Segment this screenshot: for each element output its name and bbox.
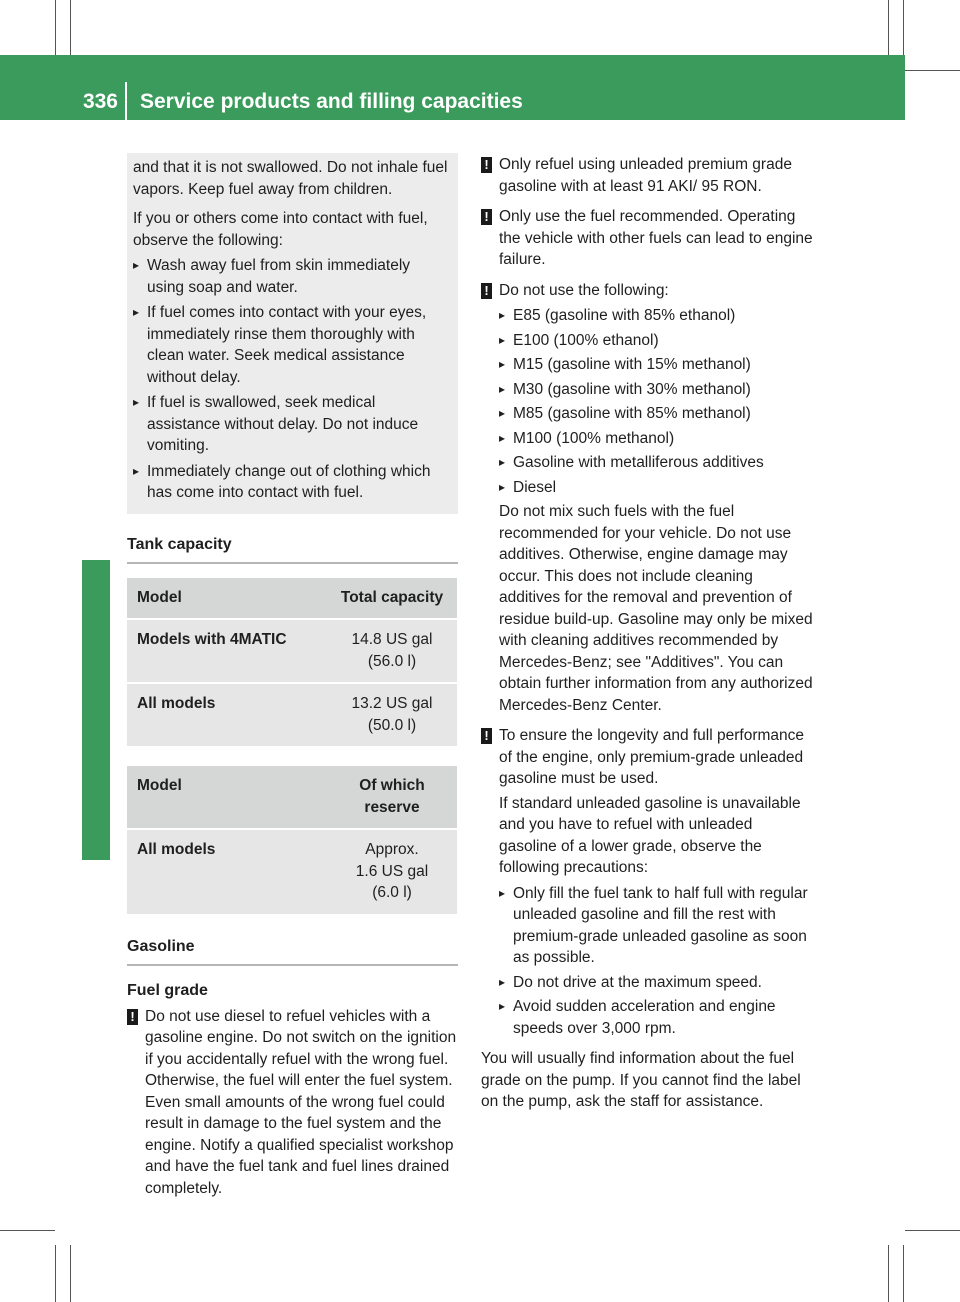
table-header-row [127, 578, 457, 620]
capacity-us: 13.2 US gal [351, 695, 433, 712]
caution-text: Do not use diesel to refuel vehicles with a gasoline engine. Do not switch on the ignition if you accidentally refuel with the wrong fuel. Otherwise, the fuel will enter the fuel system. Even small amounts of the wrong fuel could result in damage to the fuel system and the engine. Notify a qualified specialist workshop and have the fuel tank and fuel lines drained completely. [145, 1007, 457, 1197]
precautions-list [495, 883, 814, 1040]
reserve-table [127, 766, 457, 916]
list-item: ▸ M100 (100% methanol) [499, 428, 814, 450]
crop-mark [0, 1230, 55, 1231]
reserve-approx: Approx. [365, 841, 419, 858]
exclamation-icon: ! [481, 209, 492, 225]
exclamation-icon: ! [127, 1009, 138, 1025]
crop-mark [903, 1245, 904, 1302]
exclamation-icon: ! [481, 283, 492, 299]
table-row [127, 619, 457, 683]
right-column [481, 154, 814, 1113]
crop-mark [903, 0, 904, 55]
caution-note [481, 280, 814, 717]
caution-note [481, 206, 814, 271]
caution-note [481, 154, 814, 197]
page-number: 336 [82, 90, 118, 113]
list-item: ▸ If fuel is swallowed, seek medical assistance without delay. Do not induce vomiting. [133, 392, 448, 457]
crop-mark [888, 0, 889, 55]
subheading-fuel-grade: Fuel grade [127, 981, 208, 999]
table-cell: Models with 4MATIC [127, 619, 327, 683]
capacity-us: 14.8 US gal [351, 631, 433, 648]
list-item: ▸ If fuel comes into contact with your eyes, immediately rinse them thoroughly with clean water. Seek medical assistance without delay. [133, 302, 448, 388]
table-cell [327, 619, 457, 683]
list-item: ▸ Gasoline with metalliferous additives [499, 452, 814, 474]
caution-text: Do not use the following: [499, 281, 669, 299]
table-header-row [127, 766, 457, 829]
list-item: ▸ Do not drive at the maximum speed. [499, 972, 814, 994]
crop-mark [905, 70, 960, 71]
section-heading-tank-capacity: Tank capacity [127, 534, 458, 564]
list-item: ▸ Diesel [499, 477, 814, 499]
warning-text: If you or others come into contact with fuel, observe the following: [133, 210, 428, 249]
table-row [127, 683, 457, 747]
exclamation-icon: ! [481, 157, 492, 173]
total-capacity-table [127, 578, 457, 749]
list-item: ▸ M30 (gasoline with 30% methanol) [499, 379, 814, 401]
column-header: Model [127, 578, 327, 620]
table-cell [327, 683, 457, 747]
crop-mark [55, 1245, 56, 1302]
capacity-liters: (50.0 l) [367, 716, 417, 734]
left-column [127, 153, 458, 1208]
crop-mark [888, 1245, 889, 1302]
list-item: ▸ Wash away fuel from skin immediately using soap and water. [133, 255, 448, 298]
list-item: ▸ Avoid sudden acceleration and engine speeds over 3,000 rpm. [499, 996, 814, 1039]
crop-mark [905, 1230, 960, 1231]
caution-text: If standard unleaded gasoline is unavailable and you have to refuel with unleaded gasoline of a lower grade, observe the following precautions: [499, 794, 801, 876]
table-row [127, 829, 457, 915]
capacity-liters: (6.0 l) [372, 884, 412, 901]
caution-note [481, 725, 814, 1039]
header-divider [125, 82, 127, 120]
section-heading-gasoline: Gasoline [127, 936, 458, 966]
caution-note [127, 1006, 458, 1200]
list-item: ▸ Only fill the fuel tank to half full with regular unleaded gasoline and fill the rest with premium-grade unleaded gasoline as soon as possible. [499, 883, 814, 969]
column-header: Of which reserve [327, 766, 457, 829]
caution-text: To ensure the longevity and full performance of the engine, only premium-grade unleaded gasoline must be used. [499, 727, 805, 787]
page-title: Service products and filling capacities [140, 90, 523, 113]
list-item: ▸ M15 (gasoline with 15% methanol) [499, 354, 814, 376]
warning-box [127, 153, 458, 514]
list-item: ▸ E100 (100% ethanol) [499, 330, 814, 352]
capacity-liters: (56.0 l) [367, 652, 417, 670]
table-cell [327, 829, 457, 915]
body-paragraph: You will usually find information about the fuel grade on the pump. If you cannot find the label on the pump, ask the staff for assistance. [481, 1050, 801, 1110]
crop-mark [55, 0, 56, 55]
exclamation-icon: ! [481, 728, 492, 744]
caution-text: Only use the fuel recommended. Operating the vehicle with other fuels can lead to engine failure. [499, 208, 813, 268]
crop-mark [70, 1245, 71, 1302]
table-cell: All models [127, 683, 327, 747]
caution-text: Do not mix such fuels with the fuel recommended for your vehicle. Do not use additives. Otherwise, engine damage may occur. This does not include cleaning additives for the removal and prevention of residue build-up. Gasoline may only be mixed with cleaning additives recommended by Mercedes-Benz; see "Additives". You can obtain further information from any authorized Mercedes-Benz Center. [499, 503, 813, 714]
table-cell: All models [127, 829, 327, 915]
side-tab-label: Technical data [83, 573, 109, 732]
list-item: ▸ M85 (gasoline with 85% methanol) [499, 403, 814, 425]
column-header: Total capacity [327, 578, 457, 620]
list-item: ▸ Immediately change out of clothing which has come into contact with fuel. [133, 461, 448, 504]
warning-list [133, 255, 448, 504]
column-header: Model [127, 766, 327, 829]
list-item: ▸ E85 (gasoline with 85% ethanol) [499, 305, 814, 327]
crop-mark [70, 0, 71, 55]
capacity-us: 1.6 US gal [355, 862, 429, 880]
warning-text: and that it is not swallowed. Do not inhale fuel vapors. Keep fuel away from children. [133, 159, 448, 198]
prohibited-fuels-list [495, 305, 814, 498]
side-tab-label-wrap [83, 573, 109, 733]
caution-text: Only refuel using unleaded premium grade gasoline with at least 91 AKI/ 95 RON. [499, 156, 792, 195]
